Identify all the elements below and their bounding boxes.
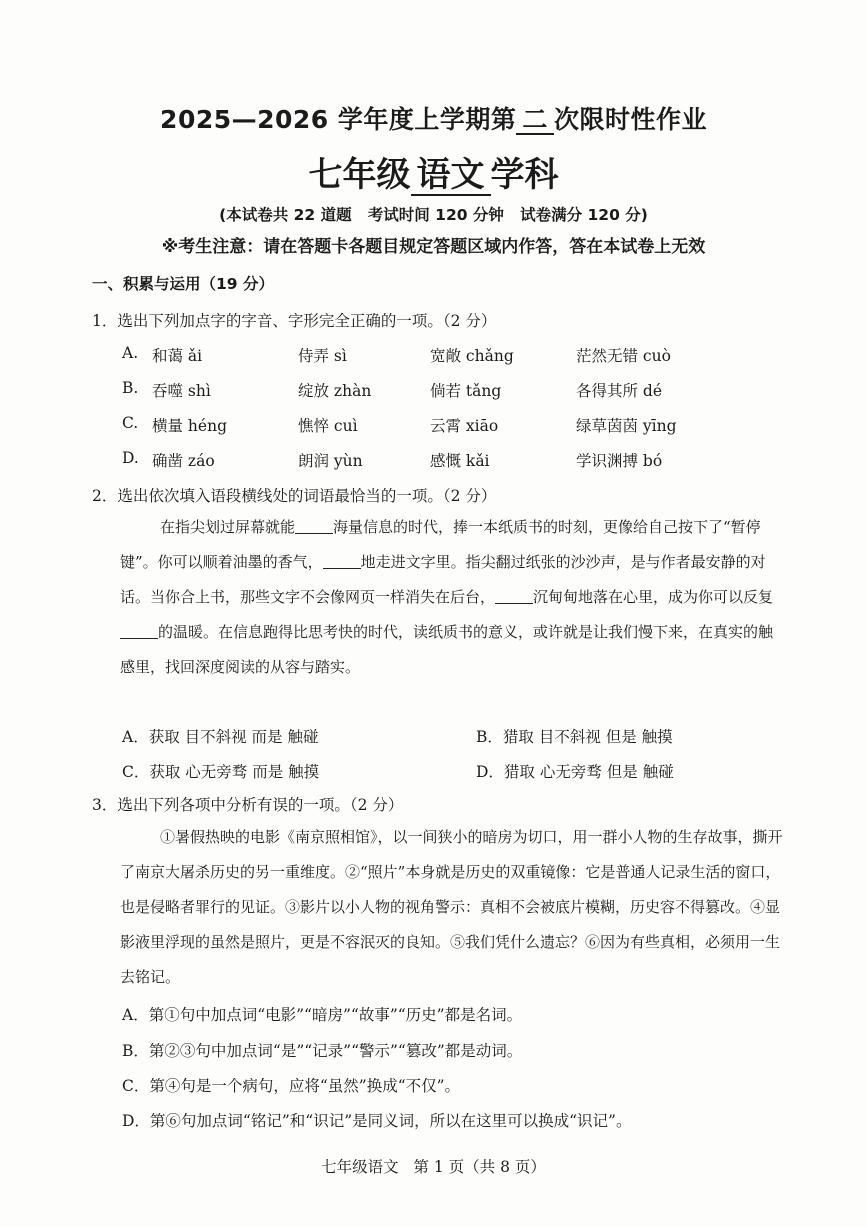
subject-title: 七年级 语文 学科: [308, 155, 559, 195]
fill-blank: [120, 623, 158, 639]
option-item: 朗润 yùn: [298, 452, 363, 470]
option-item: 吞噬 shì: [152, 382, 211, 400]
option-item: 茫然无错 cuò: [576, 347, 671, 365]
subject-name: 语文: [411, 158, 491, 196]
option-label: C.: [122, 414, 139, 432]
question-2-stem: 2．选出依次填入语段横线处的词语最恰当的一项。（2 分）: [92, 487, 497, 505]
exam-notice: ※考生注意：请在答题卡各题目规定答题区域内作答，答在本试卷上无效: [161, 237, 706, 257]
question-3-option-c: C．第④句是一个病句，应将“虽然”换成“不仅”。: [122, 1077, 461, 1095]
question-3-stem: 3．选出下列各项中分析有误的一项。（2 分）: [92, 796, 404, 814]
exam-info: (本试卷共 22 道题 考试时间 120 分钟 试卷满分 120 分): [219, 206, 648, 224]
option-item: 确凿 záo: [152, 452, 215, 470]
exam-title: 2025—2026 学年度上学期第 二 次限时性作业: [160, 105, 707, 134]
option-item: 绿草茵茵 yīng: [576, 417, 677, 435]
question-2-option-b: B．猎取 目不斜视 但是 触摸: [476, 728, 673, 746]
option-item: 宽敞 chǎng: [430, 347, 514, 365]
fill-blank: [323, 553, 361, 569]
question-3-passage: ①暑假热映的电影《南京照相馆》，以一间狭小的暗房为切口，用一群小人物的生存故事，撕开了南京大屠杀历史的另一重维度。②“照片”本身就是历史的双重镜像：它是普通人记录生活的窗口，也是侵略者罪行的见证。③影片以小人物的视角警示：真相不会被底片模糊，历史容不得篡改。④显影液里浮现的虽然是照片，更是不容泯灭的良知。⑤我们凭什么遗忘？⑥因为有些真相，必须用一生去铭记。: [120, 828, 783, 986]
question-2-option-d: D．猎取 心无旁骛 但是 触碰: [476, 763, 674, 781]
option-item: 横量 héng: [152, 417, 227, 435]
exam-number: 二: [516, 107, 554, 135]
option-label: B.: [122, 379, 139, 397]
option-item: 倘若 tǎng: [430, 382, 502, 400]
option-item: 各得其所 dé: [576, 382, 663, 400]
option-item: 学识渊搏 bó: [576, 452, 663, 470]
option-item: 感慨 kǎi: [430, 452, 490, 470]
option-item: 云霄 xiāo: [430, 417, 499, 435]
question-3-option-a: A．第①句中加点词“电影”“暗房”“故事”“历史”都是名词。: [122, 1006, 523, 1024]
option-item: 绽放 zhàn: [298, 382, 372, 400]
question-2-passage: 在指尖划过屏幕就能 海量信息的时代，捧一本纸质书的时刻，更像给自己按下了“暂停键”。你可以顺着油墨的香气， 地走进文字里。指尖翻过纸张的沙沙声，是与作者最安静的对话。当你合上书，那些文字不会像网页一样消失在后台， 沉甸甸地落在心里，成为你可以反复的温暖。在信息跑得比思考快的时代，读纸质书的意义，或许就是让我们慢下来，在真实的触感里，找回深度阅读的从容与踏实。: [120, 518, 774, 676]
option-item: 和蔼 ǎi: [152, 347, 203, 365]
question-2-option-c: C．获取 心无旁骛 而是 触摸: [122, 763, 320, 781]
question-3-option-d: D．第⑥句加点词“铭记”和“识记”是同义词，所以在这里可以换成“识记”。: [122, 1112, 632, 1130]
section-title: 一、积累与运用（19 分）: [92, 275, 274, 293]
question-2-option-a: A．获取 目不斜视 而是 触碰: [122, 728, 319, 746]
fill-blank: [495, 588, 533, 604]
option-item: 憔悴 cuì: [298, 417, 358, 435]
option-label: D.: [122, 449, 139, 467]
fill-blank: [295, 518, 333, 534]
page-footer: 七年级语文 第 1 页（共 8 页）: [321, 1158, 546, 1176]
question-1-stem: 1．选出下列加点字的字音、字形完全正确的一项。（2 分）: [92, 312, 497, 330]
question-3-option-b: B．第②③句中加点词“是”“记录”“警示”“篡改”都是动词。: [122, 1042, 523, 1060]
option-label: A.: [122, 344, 139, 362]
option-item: 侍弄 sì: [298, 347, 347, 365]
